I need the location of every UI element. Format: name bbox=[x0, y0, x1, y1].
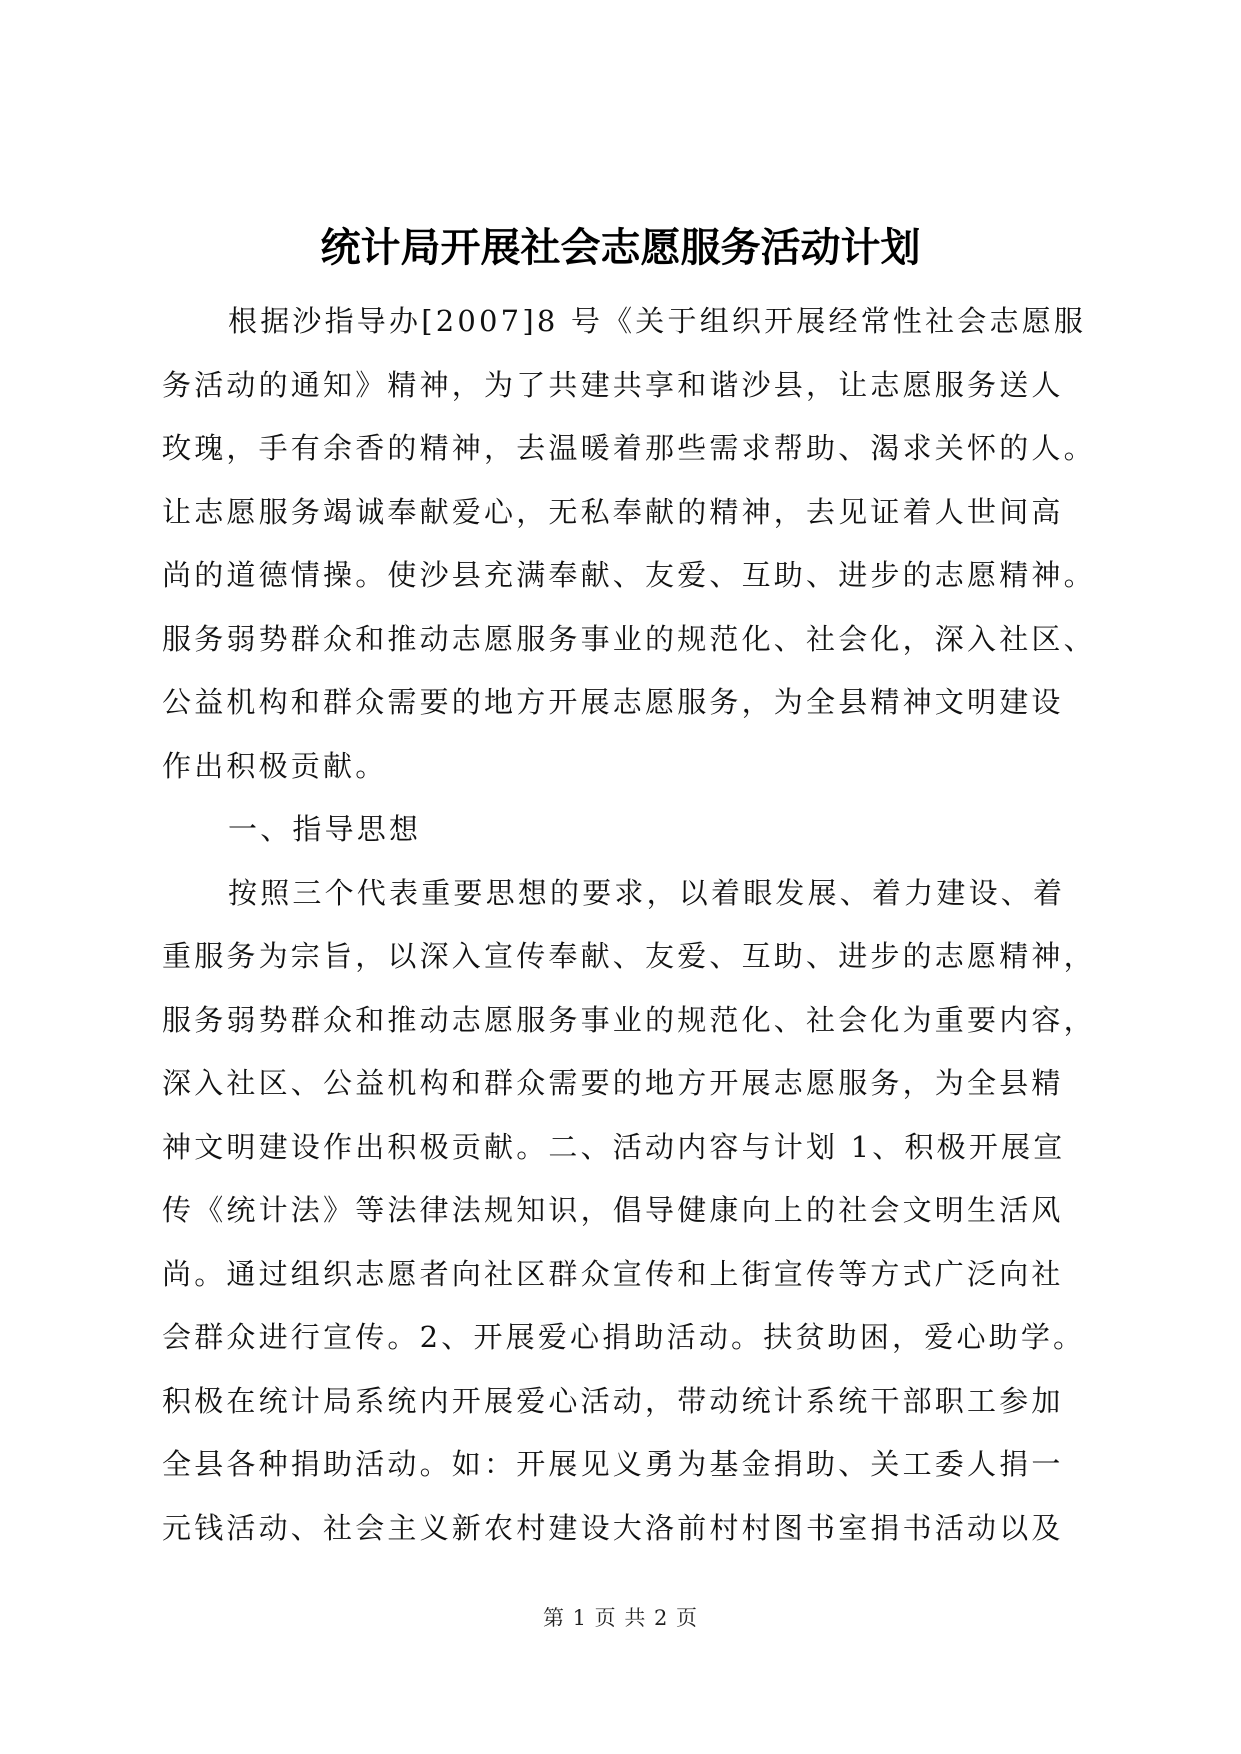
paragraph-line: 会群众进行宣传。2、开展爱心捐助活动。扶贫助困，爱心助学。 bbox=[162, 1320, 1086, 1354]
paragraph-line: 元钱活动、社会主义新农村建设大洛前村村图书室捐书活动以及 bbox=[162, 1510, 1064, 1545]
paragraph-line: 尚的道德情操。使沙县充满奉献、友爱、互助、进步的志愿精神。 bbox=[162, 558, 1096, 592]
paragraph-line: 服务弱势群众和推动志愿服务事业的规范化、社会化为重要内容， bbox=[162, 1002, 1096, 1037]
paragraph-line: 公益机构和群众需要的地方开展志愿服务，为全县精神文明建设 bbox=[162, 685, 1064, 719]
paragraph-line: 玫瑰，手有余香的精神，去温暖着那些需求帮助、渴求关怀的人。 bbox=[162, 431, 1096, 465]
paragraph-line: 按照三个代表重要思想的要求，以着眼发展、着力建设、着 bbox=[228, 875, 1066, 910]
paragraph-line: 根据沙指导办[2007]8 号《关于组织开展经常性社会志愿服 bbox=[228, 304, 1087, 338]
paragraph-line: 神文明建设作出积极贡献。二、活动内容与计划 1、积极开展宣 bbox=[162, 1129, 1066, 1164]
paragraph-line: 作出积极贡献。 bbox=[162, 748, 388, 783]
paragraph-line: 务活动的通知》精神，为了共建共享和谐沙县，让志愿服务送人 bbox=[162, 367, 1064, 402]
document-body bbox=[162, 290, 1096, 1560]
paragraph-line: 让志愿服务竭诚奉献爱心，无私奉献的精神，去见证着人世间高 bbox=[162, 494, 1064, 529]
paragraph-line: 传《统计法》等法律法规知识，倡导健康向上的社会文明生活风 bbox=[162, 1193, 1064, 1227]
paragraph-line: 重服务为宗旨，以深入宣传奉献、友爱、互助、进步的志愿精神， bbox=[162, 939, 1096, 973]
paragraph-line: 服务弱势群众和推动志愿服务事业的规范化、社会化，深入社区、 bbox=[162, 621, 1096, 656]
document-title: 统计局开展社会志愿服务活动计划 bbox=[320, 224, 921, 271]
paragraph-line: 全县各种捐助活动。如：开展见义勇为基金捐助、关工委人捐一 bbox=[162, 1447, 1064, 1481]
paragraph-line: 尚。通过组织志愿者向社区群众宣传和上街宣传等方式广泛向社 bbox=[162, 1256, 1064, 1291]
page-number-footer: 第 1 页 共 2 页 bbox=[542, 1606, 699, 1630]
paragraph-line: 积极在统计局系统内开展爱心活动，带动统计系统干部职工参加 bbox=[162, 1383, 1064, 1418]
section-heading: 一、指导思想 bbox=[228, 812, 422, 846]
paragraph-line: 深入社区、公益机构和群众需要的地方开展志愿服务，为全县精 bbox=[162, 1066, 1064, 1100]
